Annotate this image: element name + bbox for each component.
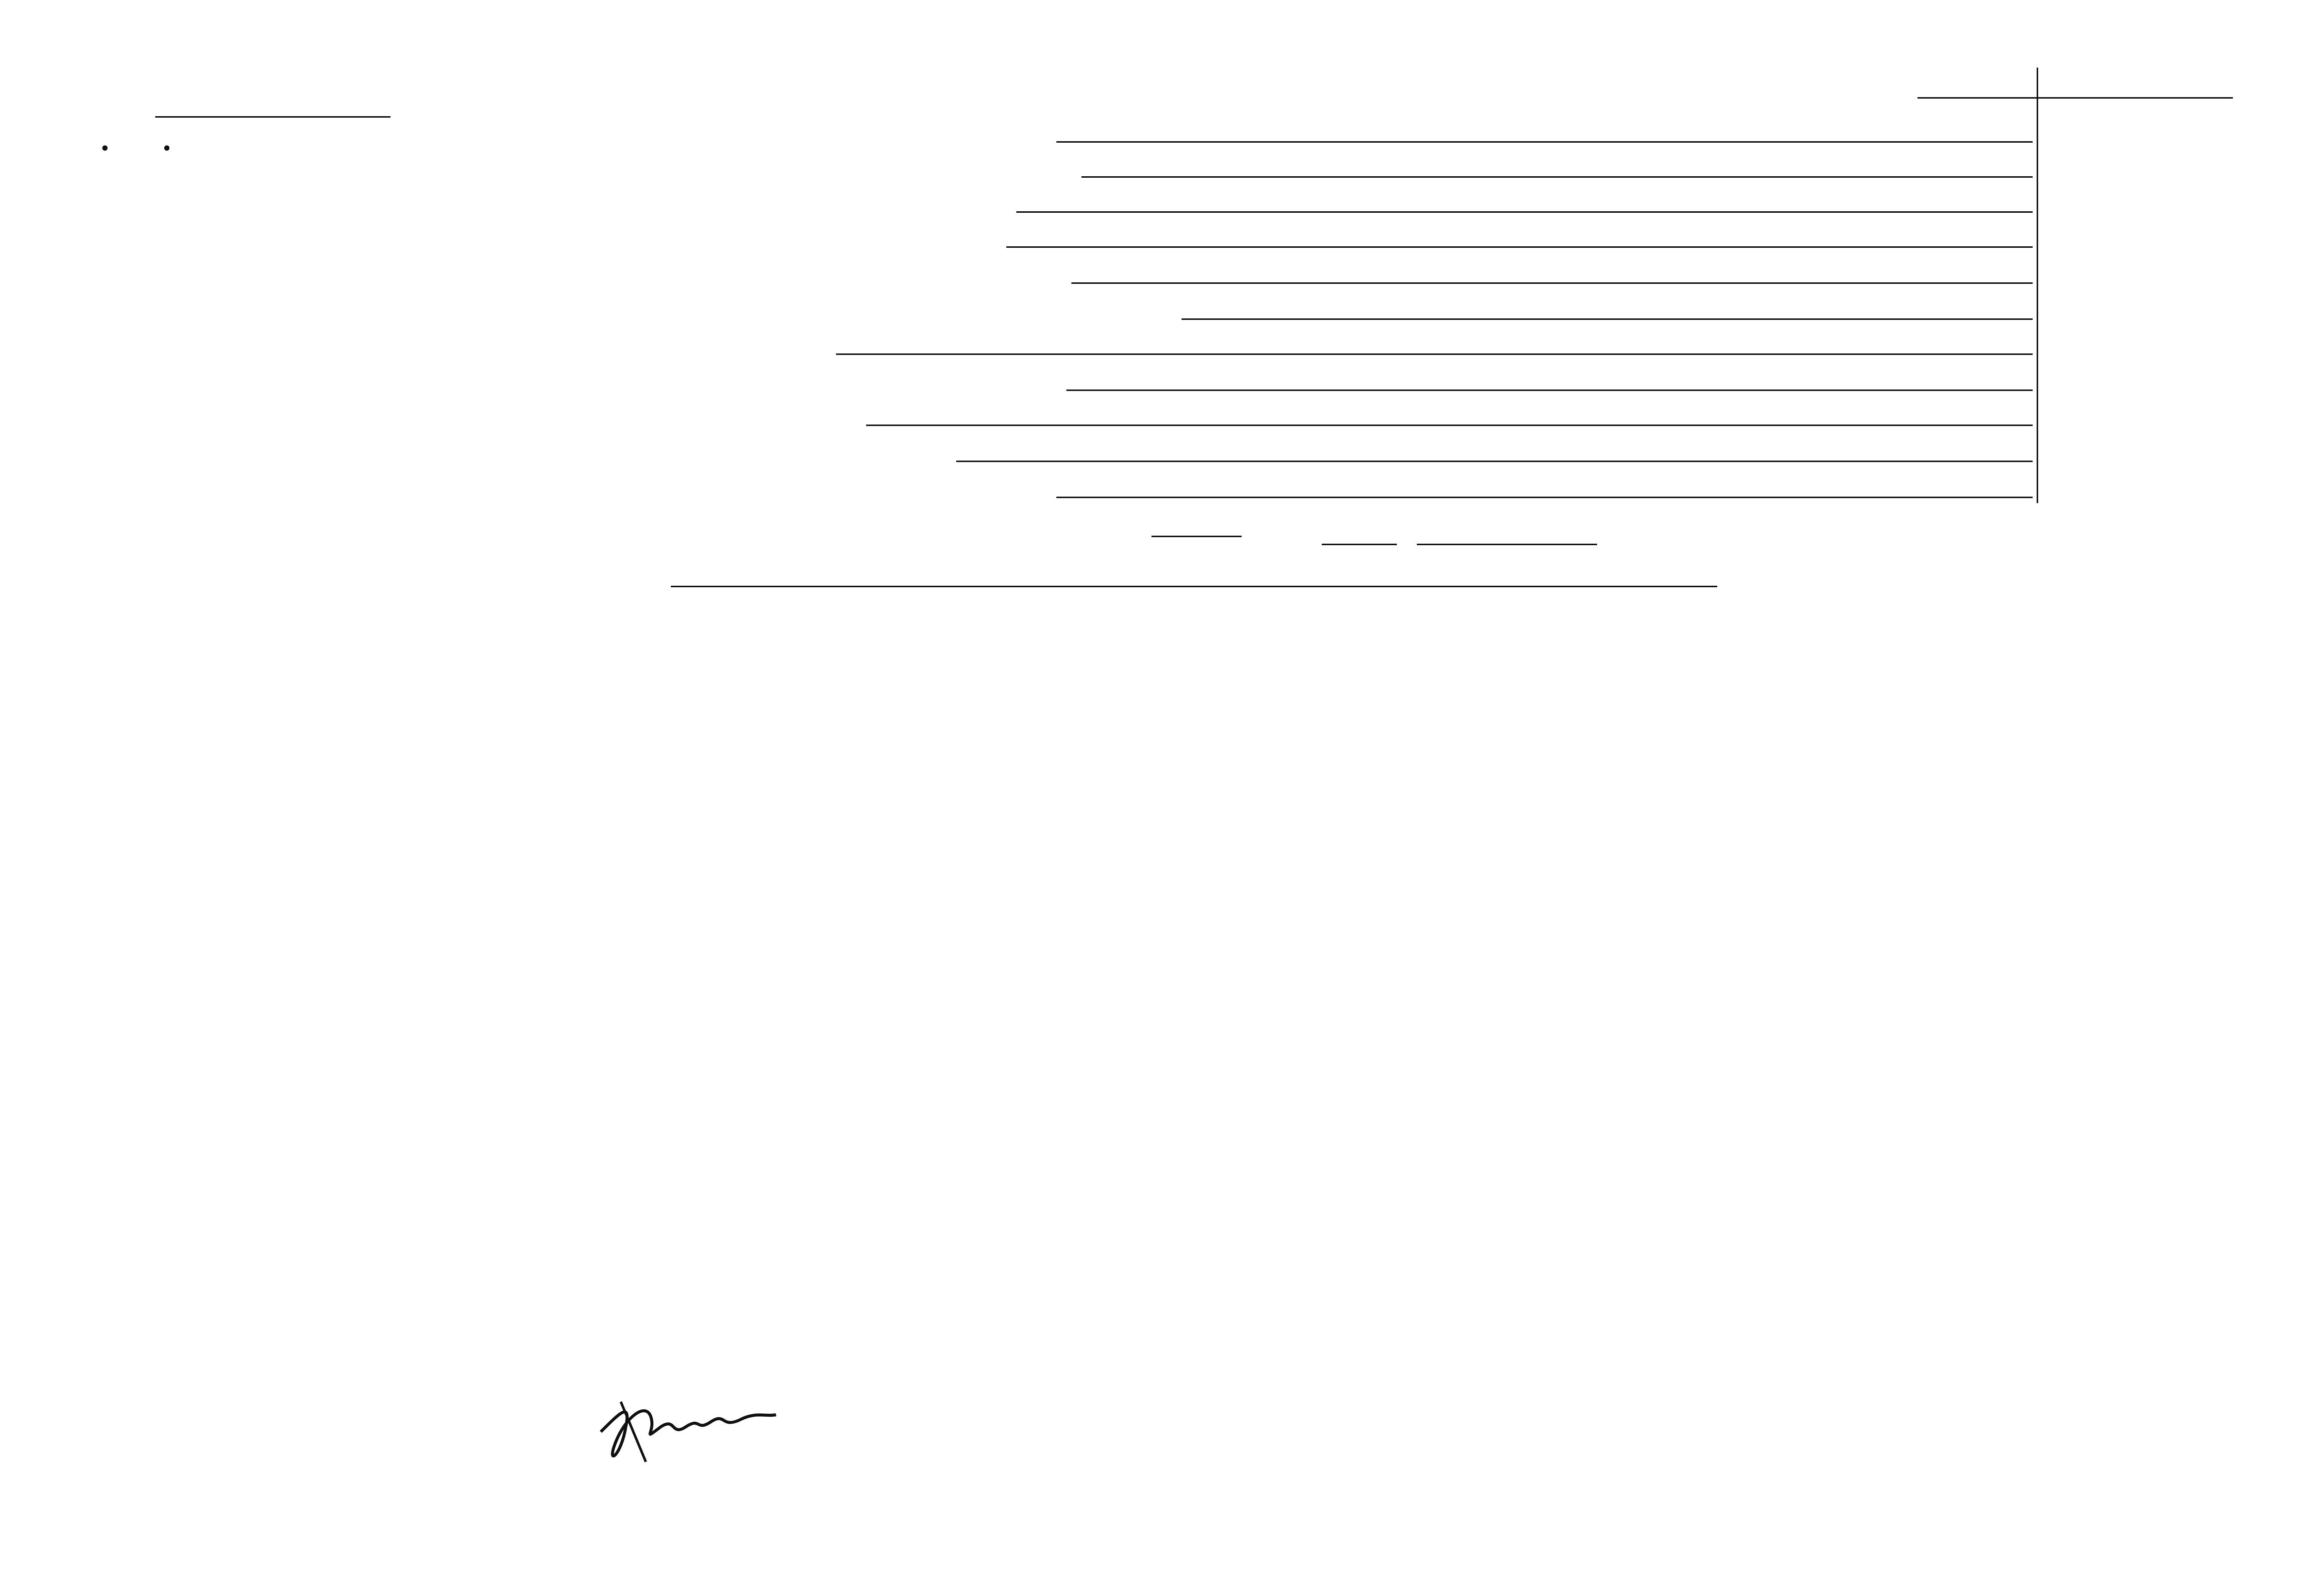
col-header-8 [1119,641,1374,811]
col-header-16 [1925,716,2000,811]
approval-date-dots: • • [100,140,172,158]
col-header-18 [2085,716,2160,811]
col-header-12a [1605,631,1680,726]
col-header-10 [1449,646,1519,811]
col-header-1 [90,641,145,811]
col-header-unit-group [981,621,1111,661]
col-header-12b [1605,731,1680,806]
col-header-accepted [1772,626,2223,666]
col-header-17 [2005,716,2080,811]
col-header-2 [148,641,223,811]
col-header-15 [1845,716,1920,811]
col-header-3 [228,641,673,811]
col-header-11 [1524,646,1600,811]
col-header-quarters [1845,671,2160,711]
col-header-9 [1379,646,1444,811]
col-header-6 [981,666,1056,811]
col-header-4 [678,626,779,811]
col-header-7 [1061,666,1111,811]
col-header-19 [2165,671,2240,811]
chief-engineer-signature [591,1382,781,1472]
col-header-13 [1685,631,1760,811]
col-header-14 [1765,671,1840,811]
col-header-5 [784,641,974,811]
